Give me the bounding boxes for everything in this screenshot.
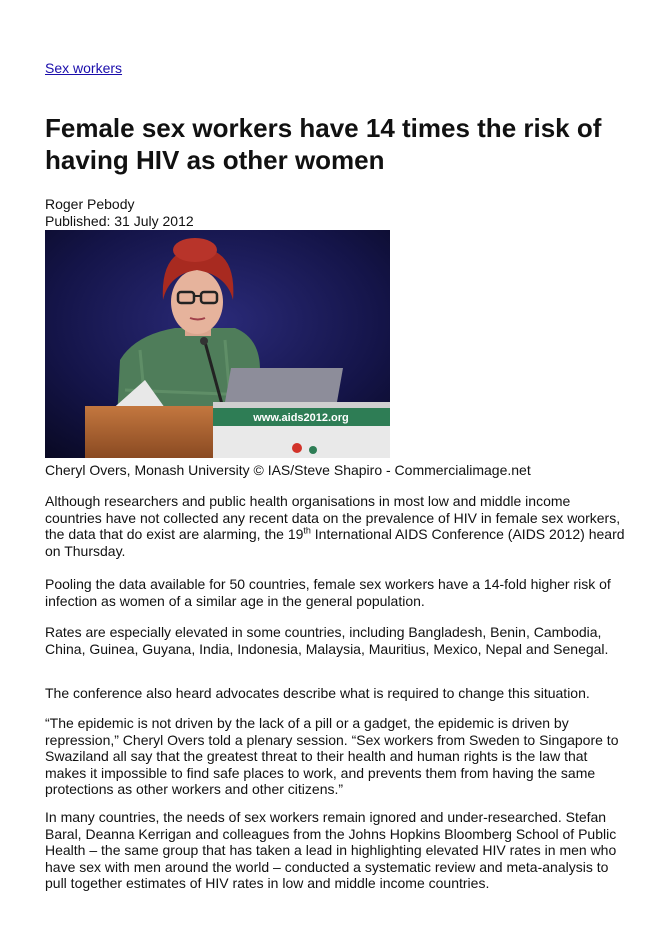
paragraph-1-text-b: International AIDS Conference (AIDS 2012) heard on Thursday. xyxy=(45,526,625,559)
photo-caption: Cheryl Overs, Monash University © IAS/Steve Shapiro - Commercialimage.net xyxy=(45,462,531,478)
podium-banner-text: www.aids2012.org xyxy=(253,412,349,424)
speaker-photo xyxy=(45,230,390,458)
category-link[interactable]: Sex workers xyxy=(45,60,123,76)
paragraph-4: The conference also heard advocates describe what is required to change this situation. xyxy=(45,685,590,701)
paragraph-1-superscript: th xyxy=(303,525,311,536)
article-photo xyxy=(45,230,390,458)
paragraph-2: Pooling the data available for 50 countries, female sex workers have a 14-fold higher risk of infection as women of a similar age in the general population. xyxy=(45,576,611,609)
paragraph-1-text-a: Although researchers and public health organisations in most low and middle income countries have not collected any recent data on the prevalence of HIV in female sex workers, the data that do exist are alarming, the 19 xyxy=(45,493,621,542)
published-date: Published: 31 July 2012 xyxy=(45,213,194,229)
paragraph-6: In many countries, the needs of sex workers remain ignored and under-researched. Stefan Baral, Deanna Kerrigan and colleagues from the Johns Hopkins Bloomberg School of Public Health – the same group that has taken a lead in highlighting elevated HIV rates in men who have sex with men around the world – conducted a systematic review and meta-analysis to pull together estimates of HIV rates in low and middle income countries. xyxy=(45,809,617,891)
paragraph-5: “The epidemic is not driven by the lack of a pill or a gadget, the epidemic is driven by repression,” Cheryl Overs told a plenary session. “Sex workers from Sweden to Singapore to Swaziland all say that the greatest threat to their health and human rights is the law that makes it impossible to find safe places to work, and prevents them from having the same protections as other workers and other citizens.” xyxy=(45,715,619,797)
author-name: Roger Pebody xyxy=(45,196,135,212)
article-title: Female sex workers have 14 times the risk of having HIV as other women xyxy=(45,113,602,175)
paragraph-1 xyxy=(45,493,625,559)
paragraph-3: Rates are especially elevated in some countries, including Bangladesh, Benin, Cambodia, China, Guinea, Guyana, India, Indonesia, Malaysia, Mauritius, Mexico, Nepal and Senegal. xyxy=(45,624,609,657)
